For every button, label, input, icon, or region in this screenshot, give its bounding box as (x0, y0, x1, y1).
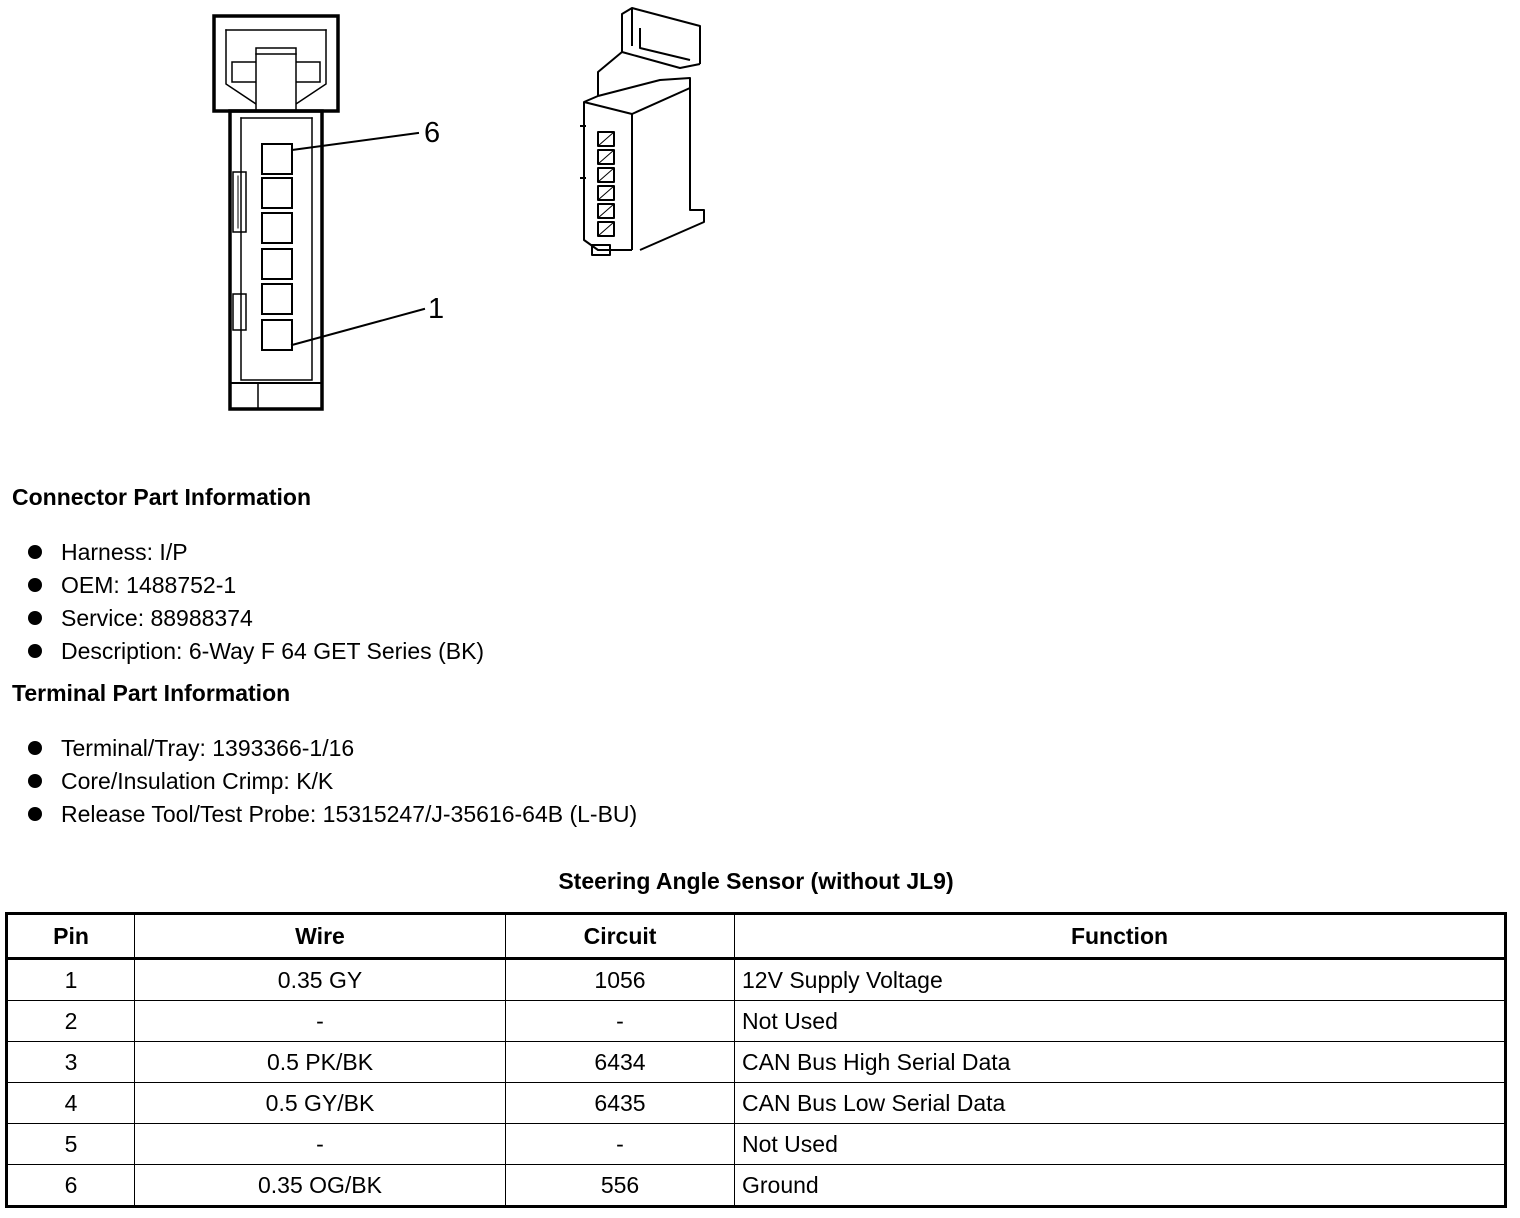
bullet-icon (28, 644, 42, 658)
cell-circuit: - (506, 1124, 735, 1165)
table-header-row (7, 914, 1506, 959)
cell-wire: - (135, 1124, 506, 1165)
cell-function: CAN Bus High Serial Data (735, 1042, 1506, 1083)
connector-info-list (28, 536, 484, 668)
pin-label-1: 1 (428, 293, 445, 325)
bullet-icon (28, 578, 42, 592)
list-item: Description: 6-Way F 64 GET Series (BK) (28, 635, 484, 668)
cell-circuit: - (506, 1001, 735, 1042)
bullet-icon (28, 774, 42, 788)
list-item: Release Tool/Test Probe: 15315247/J-35616-64B (L-BU) (28, 798, 637, 831)
cell-function: Ground (735, 1165, 1506, 1207)
cell-pin: 5 (7, 1124, 135, 1165)
header-pin: Pin (7, 914, 135, 959)
bullet-icon (28, 611, 42, 625)
cell-wire: 0.5 PK/BK (135, 1042, 506, 1083)
table-row (7, 1124, 1506, 1165)
terminal-info-title: Terminal Part Information (12, 680, 291, 706)
connector-figure (0, 0, 760, 440)
table-row (7, 959, 1506, 1001)
connector-isometric-view (580, 8, 704, 255)
list-item: Core/Insulation Crimp: K/K (28, 765, 637, 798)
terminal-info-list (28, 732, 637, 831)
bullet-icon (28, 807, 42, 821)
header-circuit: Circuit (506, 914, 735, 959)
pin-table-title: Steering Angle Sensor (without JL9) (558, 868, 954, 894)
cell-wire: 0.5 GY/BK (135, 1083, 506, 1124)
cell-function: Not Used (735, 1001, 1506, 1042)
cell-pin: 1 (7, 959, 135, 1001)
bullet-icon (28, 545, 42, 559)
cell-function: CAN Bus Low Serial Data (735, 1083, 1506, 1124)
cell-wire: - (135, 1001, 506, 1042)
list-item: Service: 88988374 (28, 602, 484, 635)
connector-info-title: Connector Part Information (12, 484, 312, 510)
connector-face-view (214, 16, 424, 409)
bullet-icon (28, 741, 42, 755)
list-item: Terminal/Tray: 1393366-1/16 (28, 732, 637, 765)
cell-circuit: 1056 (506, 959, 735, 1001)
cell-wire: 0.35 OG/BK (135, 1165, 506, 1207)
list-item: Harness: I/P (28, 536, 484, 569)
cell-pin: 6 (7, 1165, 135, 1207)
table-row (7, 1042, 1506, 1083)
pin-label-6: 6 (424, 117, 441, 149)
table-row (7, 1165, 1506, 1207)
cell-wire: 0.35 GY (135, 959, 506, 1001)
pin-table (5, 912, 1507, 1208)
table-row (7, 1001, 1506, 1042)
cell-circuit: 6434 (506, 1042, 735, 1083)
cell-pin: 4 (7, 1083, 135, 1124)
header-wire: Wire (135, 914, 506, 959)
cell-function: Not Used (735, 1124, 1506, 1165)
table-row (7, 1083, 1506, 1124)
header-function: Function (735, 914, 1506, 959)
cell-function: 12V Supply Voltage (735, 959, 1506, 1001)
cell-circuit: 556 (506, 1165, 735, 1207)
cell-pin: 2 (7, 1001, 135, 1042)
cell-pin: 3 (7, 1042, 135, 1083)
list-item: OEM: 1488752-1 (28, 569, 484, 602)
cell-circuit: 6435 (506, 1083, 735, 1124)
